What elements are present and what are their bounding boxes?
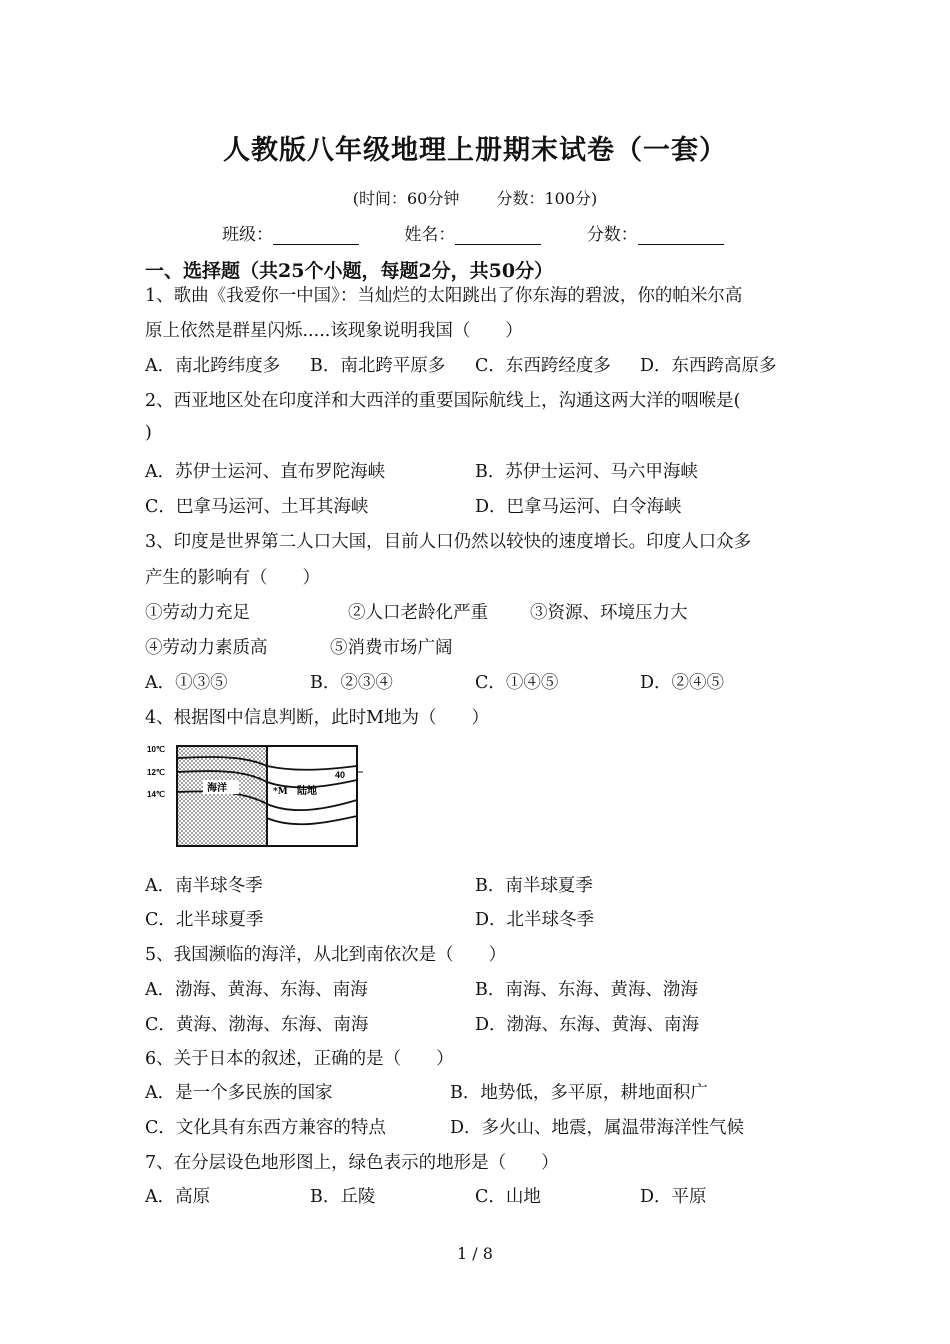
q5-option-c[interactable]: C．黄海、渤海、东海、南海 bbox=[145, 1015, 369, 1035]
q4-option-b[interactable]: B．南半球夏季 bbox=[475, 876, 593, 896]
latitude-label: 40 bbox=[335, 770, 346, 780]
q3-statement-4: ④劳动力素质高 bbox=[145, 638, 268, 658]
q3-statement-3: ③资源、环境压力大 bbox=[530, 603, 688, 623]
q6-option-c[interactable]: C．文化具有东西方兼容的特点 bbox=[145, 1118, 386, 1138]
exam-subtitle bbox=[0, 186, 950, 209]
q7-option-b[interactable]: B．丘陵 bbox=[310, 1187, 376, 1207]
q6-option-b[interactable]: B．地势低，多平原，耕地面积广 bbox=[450, 1083, 708, 1103]
q3-option-c[interactable]: C．①④⑤ bbox=[475, 673, 559, 693]
q2-option-b[interactable]: B．苏伊士运河、马六甲海峡 bbox=[475, 462, 698, 482]
q3-statement-5: ⑤消费市场广阔 bbox=[330, 638, 453, 658]
q3-stem-line2: 产生的影响有（ ） bbox=[145, 568, 320, 588]
q1-option-d[interactable]: D．东西跨高原多 bbox=[640, 356, 777, 376]
q2-option-a[interactable]: A．苏伊士运河、直布罗陀海峡 bbox=[145, 462, 386, 482]
sea-label: 海洋 bbox=[207, 783, 227, 794]
q7-stem: 7、在分层设色地形图上，绿色表示的地形是（ ） bbox=[145, 1153, 559, 1173]
total-score: 分数：100分) bbox=[496, 189, 598, 208]
page-title: 人教版八年级地理上册期末试卷（一套） bbox=[223, 135, 727, 166]
q4-stem: 4、根据图中信息判断，此时M地为（ ） bbox=[145, 708, 490, 728]
q6-stem: 6、关于日本的叙述，正确的是（ ） bbox=[145, 1049, 454, 1069]
q4-option-a[interactable]: A．南半球冬季 bbox=[145, 876, 263, 896]
page-number: 1 / 8 bbox=[457, 1244, 493, 1263]
q3-option-a[interactable]: A．①③⑤ bbox=[145, 673, 228, 693]
time-limit: (时间：60分钟 bbox=[352, 189, 460, 208]
q3-statement-2: ②人口老龄化严重 bbox=[348, 603, 488, 623]
q5-option-a[interactable]: A．渤海、黄海、东海、南海 bbox=[145, 980, 368, 1000]
q3-option-b[interactable]: B．②③④ bbox=[310, 673, 393, 693]
label-14c: 14℃ bbox=[147, 790, 165, 799]
q4-option-d[interactable]: D．北半球冬季 bbox=[475, 910, 595, 930]
q2-stem-line2: ) bbox=[145, 423, 152, 443]
q3-statement-1: ①劳动力充足 bbox=[145, 603, 250, 623]
score-label: 分数： bbox=[586, 225, 638, 245]
q7-option-c[interactable]: C．山地 bbox=[475, 1187, 541, 1207]
q2-option-d[interactable]: D．巴拿马运河、白令海峡 bbox=[475, 497, 682, 517]
student-info bbox=[222, 220, 764, 245]
score-blank[interactable] bbox=[638, 228, 724, 245]
q6-option-d[interactable]: D．多火山、地震，属温带海洋性气候 bbox=[450, 1118, 745, 1138]
q5-option-d[interactable]: D．渤海、东海、黄海、南海 bbox=[475, 1015, 700, 1035]
name-blank[interactable] bbox=[455, 228, 541, 245]
label-10c: 10℃ bbox=[147, 745, 165, 754]
label-12c: 12℃ bbox=[147, 768, 165, 777]
q1-stem-line2: 原上依然是群星闪烁.....该现象说明我国（ ） bbox=[145, 321, 523, 341]
q1-option-b[interactable]: B．南北跨平原多 bbox=[310, 356, 446, 376]
q2-stem-line1: 2、西亚地区处在印度洋和大西洋的重要国际航线上，沟通这两大洋的咽喉是( bbox=[145, 391, 741, 411]
q5-stem: 5、我国濒临的海洋，从北到南依次是（ ） bbox=[145, 945, 507, 965]
section-heading: 一、选择题（共25个小题，每题2分，共50分） bbox=[145, 260, 554, 282]
point-m: *M bbox=[273, 787, 288, 797]
q7-option-a[interactable]: A．高原 bbox=[145, 1187, 211, 1207]
q2-option-c[interactable]: C．巴拿马运河、土耳其海峡 bbox=[145, 497, 369, 517]
q1-option-a[interactable]: A．南北跨纬度多 bbox=[145, 356, 281, 376]
q3-option-d[interactable]: D．②④⑤ bbox=[640, 673, 725, 693]
land-label: 陆地 bbox=[297, 786, 317, 797]
class-label: 班级： bbox=[222, 225, 273, 245]
isotherm-map bbox=[145, 742, 365, 852]
q1-stem-line1: 1、歌曲《我爱你一中国》：当灿烂的太阳跳出了你东海的碧波，你的帕米尔高 bbox=[145, 286, 743, 306]
name-label: 姓名： bbox=[404, 225, 456, 245]
q3-stem-line1: 3、印度是世界第二人口大国，目前人口仍然以较快的速度增长。印度人口众多 bbox=[145, 532, 752, 552]
q7-option-d[interactable]: D．平原 bbox=[640, 1187, 707, 1207]
q5-option-b[interactable]: B．南海、东海、黄海、渤海 bbox=[475, 980, 698, 1000]
q4-option-c[interactable]: C．北半球夏季 bbox=[145, 910, 264, 930]
q6-option-a[interactable]: A．是一个多民族的国家 bbox=[145, 1083, 333, 1103]
class-blank[interactable] bbox=[273, 228, 359, 245]
q1-option-c[interactable]: C．东西跨经度多 bbox=[475, 356, 611, 376]
